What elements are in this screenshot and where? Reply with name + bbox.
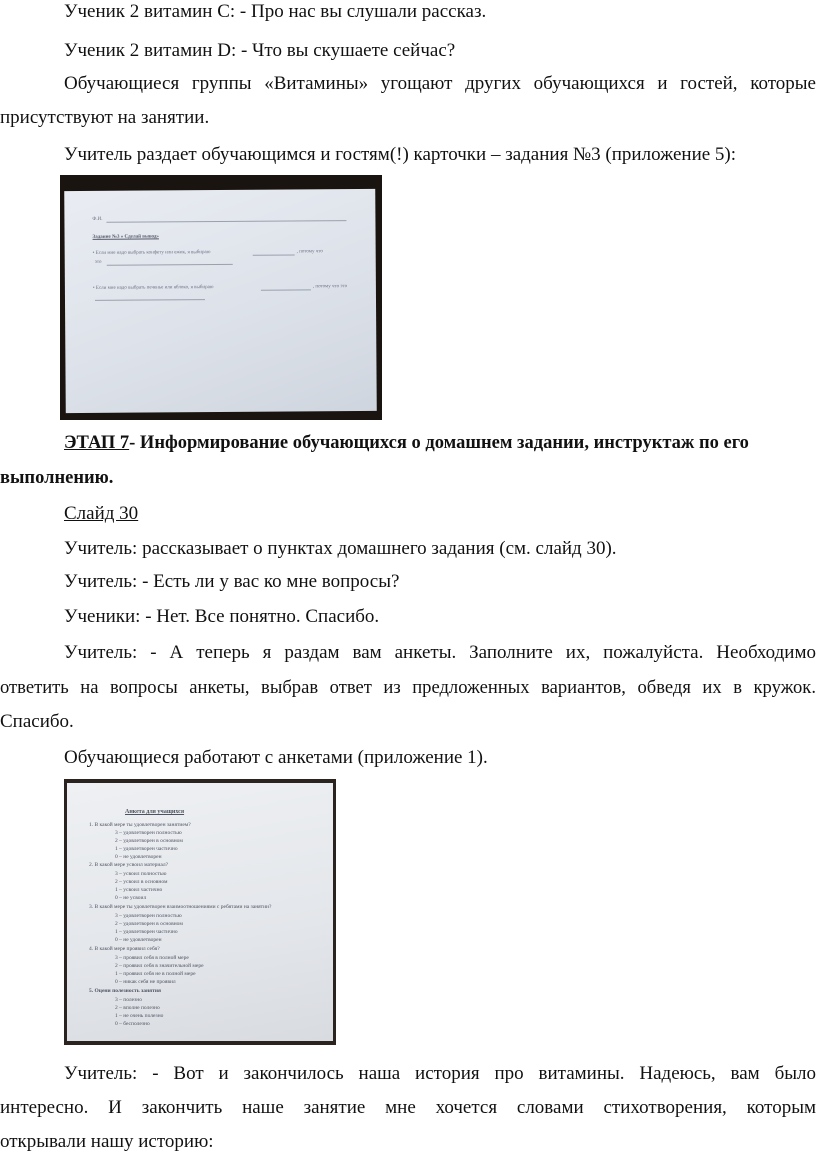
questionnaire-item: 1 – усвоил частично: [115, 887, 163, 893]
questionnaire-item: 5. Оцени полезность занятия: [89, 988, 161, 994]
questionnaire-item: 2 – усвоил в основном: [115, 879, 168, 885]
card-item-text: , потому что: [296, 249, 323, 255]
questionnaire-item: 1 – удовлетворен частично: [115, 846, 178, 852]
dialogue-line: Спасибо.: [0, 711, 74, 732]
card-item-text: это: [94, 259, 102, 265]
paragraph-line: Обучающиеся группы «Витамины» угощают других обучающихся и гостей, которые: [64, 73, 816, 94]
questionnaire-item: 3 – удовлетворен полностью: [115, 830, 182, 836]
card-item-text: • Если мне надо выбрать печенье или яблоко, я выбираю: [92, 285, 214, 291]
dialogue-line: открывали нашу историю:: [0, 1131, 214, 1152]
stage-number: ЭТАП 7: [64, 433, 130, 453]
slide-reference: [0, 503, 816, 525]
questionnaire-sheet: [67, 783, 333, 1041]
questionnaire-item: 2 – удовлетворен в основном: [115, 921, 183, 927]
card-task-title: Задание №3 « Сделай вывод»: [92, 234, 159, 240]
questionnaire-photo: [64, 779, 336, 1045]
questionnaire-item: 0 – никак себя не проявил: [115, 979, 176, 985]
card-fio-label: Ф.И.: [92, 216, 103, 222]
card-rule: [261, 289, 311, 290]
dialogue-line: Учитель: - Вот и закончилось наша история про витамины. Надеюсь, вам было: [64, 1063, 816, 1084]
stage-heading: [0, 432, 816, 454]
questionnaire-item: 1 – не очень полезно: [115, 1013, 164, 1019]
card-item-text: • Если мне надо выбрать конфету или ежик, я выбираю: [92, 250, 211, 256]
stage-heading-cont: выполнению.: [0, 468, 114, 488]
dialogue-line: интересно. И закончить наше занятие мне хочется словами стихотворения, которым: [0, 1097, 816, 1118]
questionnaire-item: 3. В какой мере ты удовлетворен взаимоотношениями с ребятами на занятии?: [89, 904, 272, 910]
questionnaire-item: 0 – не усвоил: [115, 895, 147, 901]
paragraph-line: Учитель раздает обучающимся и гостям(!) карточки – задания №3 (приложение 5):: [64, 144, 737, 165]
questionnaire-item: 2 – проявил себя в значительной мере: [115, 963, 204, 969]
card-rule: [253, 254, 295, 255]
questionnaire-item: 3 – проявил себя в полной мере: [115, 955, 189, 961]
questionnaire-item: 2. В какой мере усвоил материал?: [89, 862, 169, 868]
questionnaire-item: 1 – удовлетворен частично: [115, 929, 178, 935]
questionnaire-item: 3 – усвоил полностью: [115, 871, 167, 877]
dialogue-line: Ученик 2 витамин D: - Что вы скушаете сейчас?: [64, 40, 456, 61]
questionnaire-title: Анкета для учащихся: [125, 809, 185, 815]
questionnaire-item: 3 – полезно: [115, 997, 142, 1003]
paragraph-line: Обучающиеся работают с анкетами (приложение 1).: [64, 747, 488, 768]
slide-label: Слайд 30: [64, 503, 139, 524]
questionnaire-item: 4. В какой мере проявил себя?: [89, 946, 160, 952]
dialogue-line: Ученик 2 витамин С: - Про нас вы слушали рассказ.: [64, 1, 487, 22]
questionnaire-item: 1 – проявил себя не в полной мере: [115, 971, 196, 977]
card-item-text: , потому что это: [312, 284, 348, 290]
questionnaire-item: 0 – не удовлетворен: [115, 937, 162, 943]
dialogue-line: ответить на вопросы анкеты, выбрав ответ из предложенных вариантов, обведя их в кружок.: [0, 677, 816, 698]
questionnaire-item: 2 – удовлетворен в основном: [115, 838, 183, 844]
questionnaire-item: 0 – не удовлетворен: [115, 854, 162, 860]
questionnaire-item: 0 – бесполезно: [115, 1021, 150, 1027]
dialogue-line: Ученики: - Нет. Все понятно. Спасибо.: [64, 606, 380, 627]
paragraph-line: присутствуют на занятии.: [0, 107, 210, 128]
dialogue-line: Учитель: - Есть ли у вас ко мне вопросы?: [64, 571, 400, 592]
dialogue-line: Учитель: рассказывает о пунктах домашнего задания (см. слайд 30).: [64, 538, 617, 559]
task-card: [64, 189, 377, 413]
questionnaire-item: 1. В какой мере ты удовлетворен занятием?: [89, 822, 191, 828]
card-rule: [95, 299, 205, 301]
task-card-photo: [60, 175, 382, 420]
questionnaire-item: 3 – удовлетворен полностью: [115, 913, 182, 919]
card-rule: [107, 264, 233, 266]
dialogue-line: Учитель: - А теперь я раздам вам анкеты. Заполните их, пожалуйста. Необходимо: [64, 642, 816, 663]
stage-title: - Информирование обучающихся о домашнем задании, инструктаж по его: [129, 433, 749, 453]
questionnaire-item: 2 – вполне полезно: [115, 1005, 160, 1011]
card-rule: [106, 220, 346, 223]
